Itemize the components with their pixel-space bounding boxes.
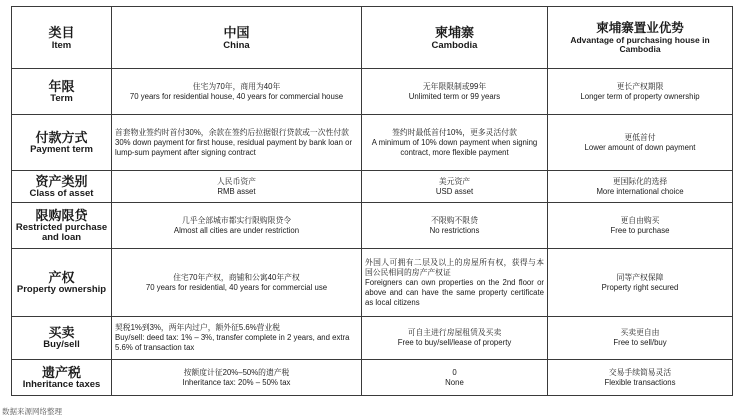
cambodia-cell: 0 None: [362, 360, 548, 396]
advantage-cell: 更自由购买 Free to purchase: [548, 203, 733, 249]
china-cell: 人民币资产 RMB asset: [112, 171, 362, 203]
footnote: 数据来源网络整理: [2, 407, 62, 416]
advantage-cell: 同等产权保障 Property right secured: [548, 249, 733, 317]
china-cell: 住宅为70年，商用为40年 70 years for residential house, 40 years for commercial house: [112, 69, 362, 115]
header-china: 中国 China: [112, 7, 362, 69]
table-row: [12, 360, 733, 396]
header-cambodia: 柬埔寨 Cambodia: [362, 7, 548, 69]
cambodia-cell: 不限购不限贷 No restrictions: [362, 203, 548, 249]
advantage-cell: 更国际化的选择 More international choice: [548, 171, 733, 203]
row-label: 限购限贷 Restricted purchase and loan: [12, 203, 112, 249]
china-cell: 首套物业签约时首付30%，余款在签约后拉据银行贷款或一次性付款 30% down payment for first house, residual payment by bank loan or lump-sum payment after signing contract: [112, 115, 362, 171]
row-label: 产权 Property ownership: [12, 249, 112, 317]
cambodia-cell: 外国人可拥有二层及以上的房屋所有权，获得与本国公民相同的房产产权证 Foreigners can own properties on the 2nd floor or above and can have the same property certificate as local citizens: [362, 249, 548, 317]
header-item: 类目 Item: [12, 7, 112, 69]
table-row: [12, 69, 733, 115]
comparison-table: [11, 6, 733, 396]
header-row: [12, 7, 733, 69]
cambodia-cell: 美元资产 USD asset: [362, 171, 548, 203]
advantage-cell: 交易手续简易灵活 Flexible transactions: [548, 360, 733, 396]
china-cell: 住宅70年产权，商铺和公寓40年产权 70 years for residential, 40 years for commercial use: [112, 249, 362, 317]
cambodia-cell: 签约时最低首付10%，更多灵活付款 A minimum of 10% down payment when signing contract, more flexible payment: [362, 115, 548, 171]
header-advantage: 柬埔寨置业优势 Advantage of purchasing house in Cambodia: [548, 7, 733, 69]
row-label: 资产类别 Class of asset: [12, 171, 112, 203]
cambodia-cell: 无年限限制或99年 Unlimited term or 99 years: [362, 69, 548, 115]
china-cell: 几乎全部城市都实行限购限贷令 Almost all cities are under restriction: [112, 203, 362, 249]
row-label: 遗产税 Inheritance taxes: [12, 360, 112, 396]
table-row: [12, 317, 733, 360]
china-cell: 按额度计征20%–50%的遗产税 Inheritance tax: 20% – 50% tax: [112, 360, 362, 396]
cambodia-cell: 可自主进行房屋租赁及买卖 Free to buy/sell/lease of property: [362, 317, 548, 360]
table-row: [12, 249, 733, 317]
table-row: [12, 115, 733, 171]
table-row: [12, 203, 733, 249]
advantage-cell: 更低首付 Lower amount of down payment: [548, 115, 733, 171]
china-cell: 契税1%到3%，两年内过户，额外征5.6%营业税 Buy/sell: deed tax: 1% – 3%, transfer complete in 2 years, and extra 5.6% of transaction tax: [112, 317, 362, 360]
row-label: 年限 Term: [12, 69, 112, 115]
row-label: 付款方式 Payment term: [12, 115, 112, 171]
advantage-cell: 买卖更自由 Free to sell/buy: [548, 317, 733, 360]
advantage-cell: 更长产权期限 Longer term of property ownership: [548, 69, 733, 115]
row-label: 买卖 Buy/sell: [12, 317, 112, 360]
table-row: [12, 171, 733, 203]
